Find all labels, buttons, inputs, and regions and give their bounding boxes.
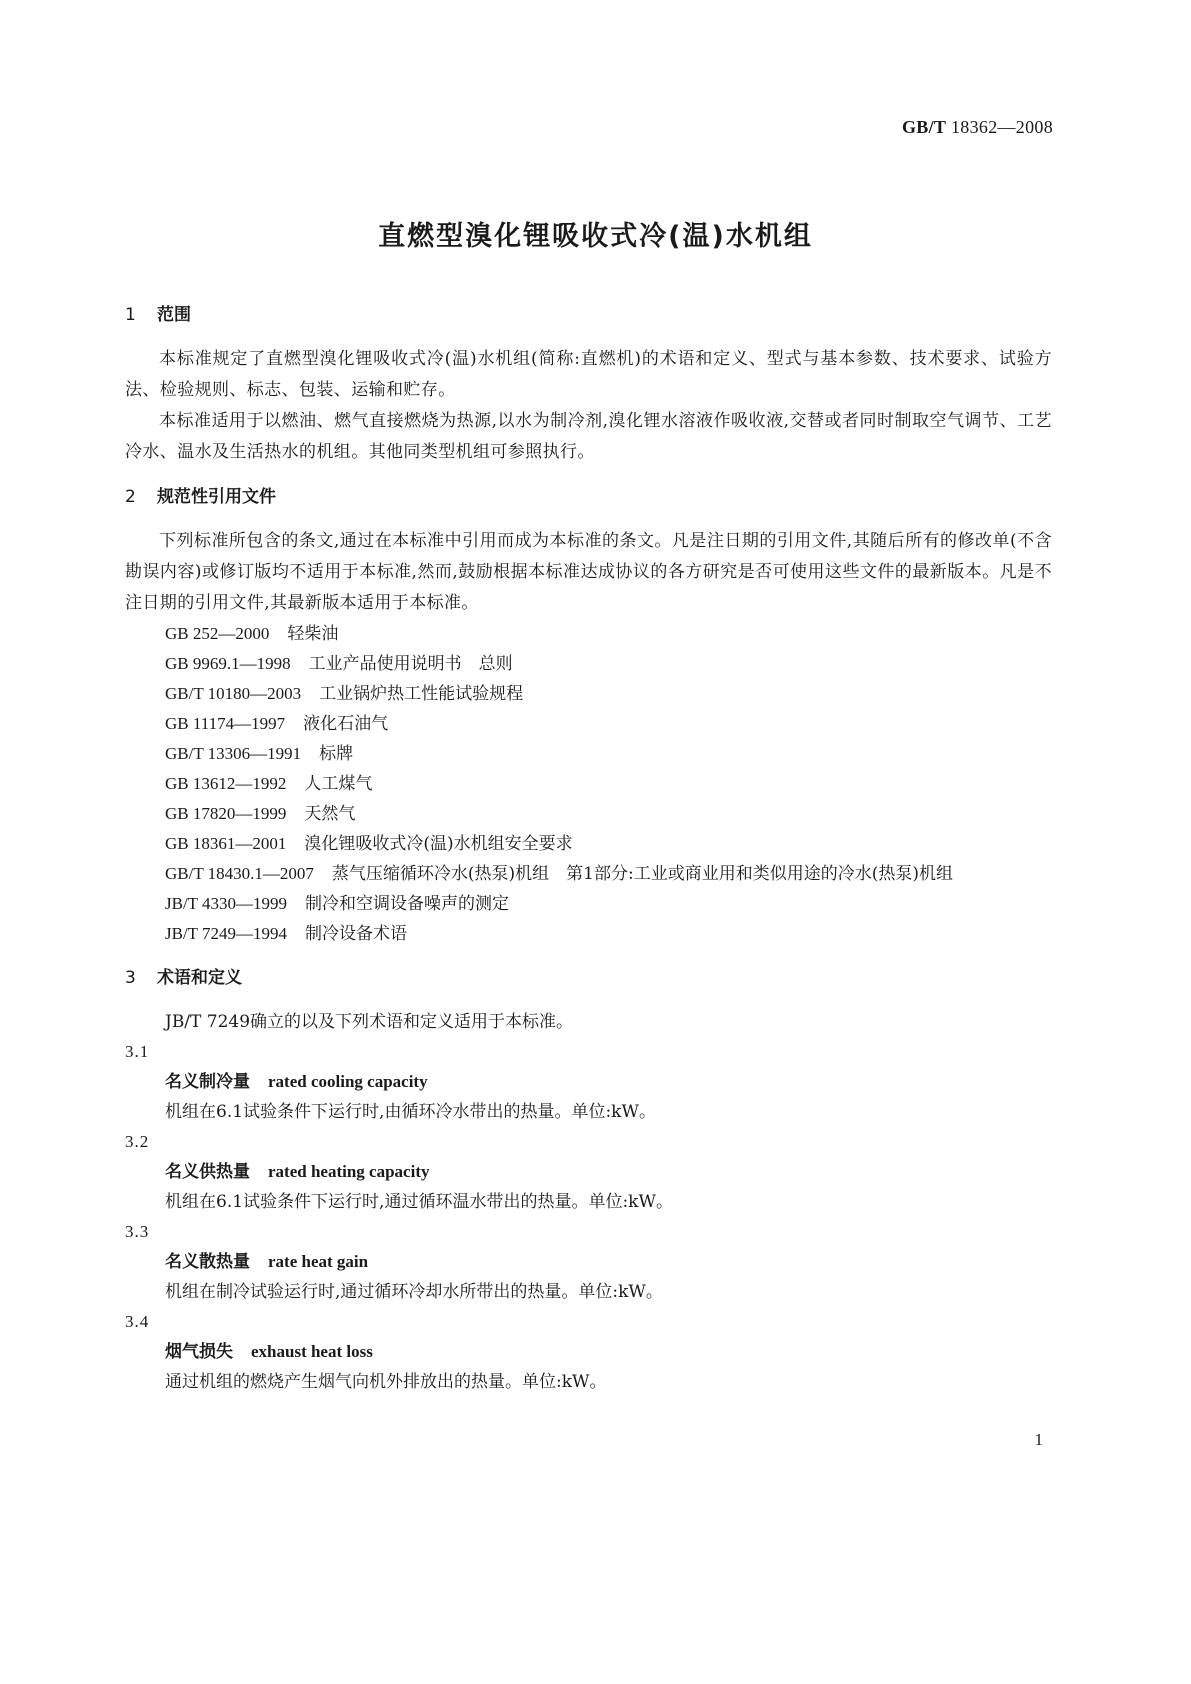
reference-code: GB 18361—2001 (165, 834, 287, 853)
references-intro: 下列标准所包含的条文,通过在本标准中引用而成为本标准的条文。凡是注日期的引用文件,其随后所有的修改单(不含勘误内容)或修订版均不适用于本标准,然而,鼓励根据本标准达成协议的各方研究是否可使用这些文件的最新版本。凡是不注日期的引用文件,其最新版本适用于本标准。 (125, 531, 1052, 613)
reference-code: GB 9969.1—1998 (165, 654, 291, 673)
page-number: 1 (1034, 1430, 1043, 1449)
section-number: 3 (125, 968, 136, 988)
term-definition: 机组在制冷试验运行时,通过循环冷却水所带出的热量。单位:kW。 (165, 1282, 663, 1302)
section-title: 规范性引用文件 (157, 487, 276, 507)
section-heading-terms-and-definitions (125, 963, 1052, 993)
reference-title: 溴化锂吸收式冷(温)水机组安全要求 (304, 834, 573, 854)
reference-code: GB 13612—1992 (165, 774, 287, 793)
term-definition: 通过机组的燃烧产生烟气向机外排放出的热量。单位:kW。 (165, 1372, 607, 1392)
reference-item (125, 739, 1052, 769)
scope-paragraph: 本标准适用于以燃油、燃气直接燃烧为热源,以水为制冷剂,溴化锂水溶液作吸收液,交替或者同时制取空气调节、工艺冷水、温水及生活热水的机组。其他同类型机组可参照执行。 (125, 411, 1052, 462)
term-name (125, 1337, 1052, 1367)
term-number: 3.2 (125, 1132, 150, 1151)
reference-code: GB/T 10180—2003 (165, 684, 302, 703)
section-title: 术语和定义 (157, 968, 242, 988)
terms-intro: JB/T 7249确立的以及下列术语和定义适用于本标准。 (165, 1012, 574, 1032)
term-definition: 机组在6.1试验条件下运行时,由循环冷水带出的热量。单位:kW。 (165, 1102, 656, 1122)
reference-title: 工业产品使用说明书 总则 (308, 654, 513, 674)
reference-title: 天然气 (304, 804, 356, 824)
section-title: 范围 (157, 305, 191, 325)
reference-code: GB 11174—1997 (165, 714, 286, 733)
document-code-prefix: GB/T (901, 117, 947, 137)
reference-item (125, 859, 1052, 889)
document-title: 直燃型溴化锂吸收式冷(温)水机组 (378, 221, 813, 252)
term-definition: 机组在6.1试验条件下运行时,通过循环温水带出的热量。单位:kW。 (165, 1192, 673, 1212)
document-body (125, 300, 1052, 1397)
term-name-en: rated heating capacity (268, 1162, 430, 1181)
reference-code: JB/T 4330—1999 (165, 894, 288, 913)
reference-item (125, 679, 1052, 709)
document-code-number: 18362—2008 (951, 117, 1053, 137)
term-name-en: rated cooling capacity (268, 1072, 428, 1091)
term-number: 3.4 (125, 1312, 150, 1331)
reference-item (125, 709, 1052, 739)
reference-title: 制冷和空调设备噪声的测定 (305, 894, 510, 914)
term-name-en: rate heat gain (268, 1252, 369, 1271)
section-number: 1 (125, 305, 136, 325)
reference-item (125, 649, 1052, 679)
reference-title: 蒸气压缩循环冷水(热泵)机组 第1部分:工业或商业用和类似用途的冷水(热泵)机组 (331, 864, 953, 884)
reference-title: 轻柴油 (287, 624, 339, 644)
reference-item (125, 829, 1052, 859)
reference-title: 制冷设备术语 (305, 924, 408, 944)
reference-code: GB/T 13306—1991 (165, 744, 302, 763)
section-heading-scope (125, 300, 1052, 330)
term-name (125, 1157, 1052, 1187)
reference-code: GB 17820—1999 (165, 804, 287, 823)
reference-title: 标牌 (319, 744, 354, 764)
reference-code: GB 252—2000 (165, 624, 270, 643)
term-name-zh: 名义制冷量 (165, 1072, 250, 1092)
section-number: 2 (125, 487, 136, 507)
reference-item (125, 769, 1052, 799)
term-name (125, 1247, 1052, 1277)
term-name-zh: 名义散热量 (165, 1252, 250, 1272)
document-code (902, 117, 1053, 138)
section-heading-normative-references (125, 482, 1052, 512)
term-number: 3.3 (125, 1222, 150, 1241)
reference-title: 液化石油气 (303, 714, 389, 734)
reference-title: 人工煤气 (304, 774, 373, 794)
term-name (125, 1067, 1052, 1097)
term-name-zh: 烟气损失 (165, 1342, 233, 1362)
reference-code: JB/T 7249—1994 (165, 924, 288, 943)
scope-paragraph: 本标准规定了直燃型溴化锂吸收式冷(温)水机组(简称:直燃机)的术语和定义、型式与基本参数、技术要求、试验方法、检验规则、标志、包装、运输和贮存。 (125, 349, 1052, 400)
reference-code: GB/T 18430.1—2007 (165, 864, 314, 883)
reference-title: 工业锅炉热工性能试验规程 (319, 684, 524, 704)
reference-item (125, 889, 1052, 919)
reference-item (125, 799, 1052, 829)
reference-item (125, 919, 1052, 949)
reference-item (125, 619, 1052, 649)
term-name-zh: 名义供热量 (165, 1162, 250, 1182)
term-name-en: exhaust heat loss (251, 1342, 373, 1361)
term-number: 3.1 (125, 1042, 150, 1061)
